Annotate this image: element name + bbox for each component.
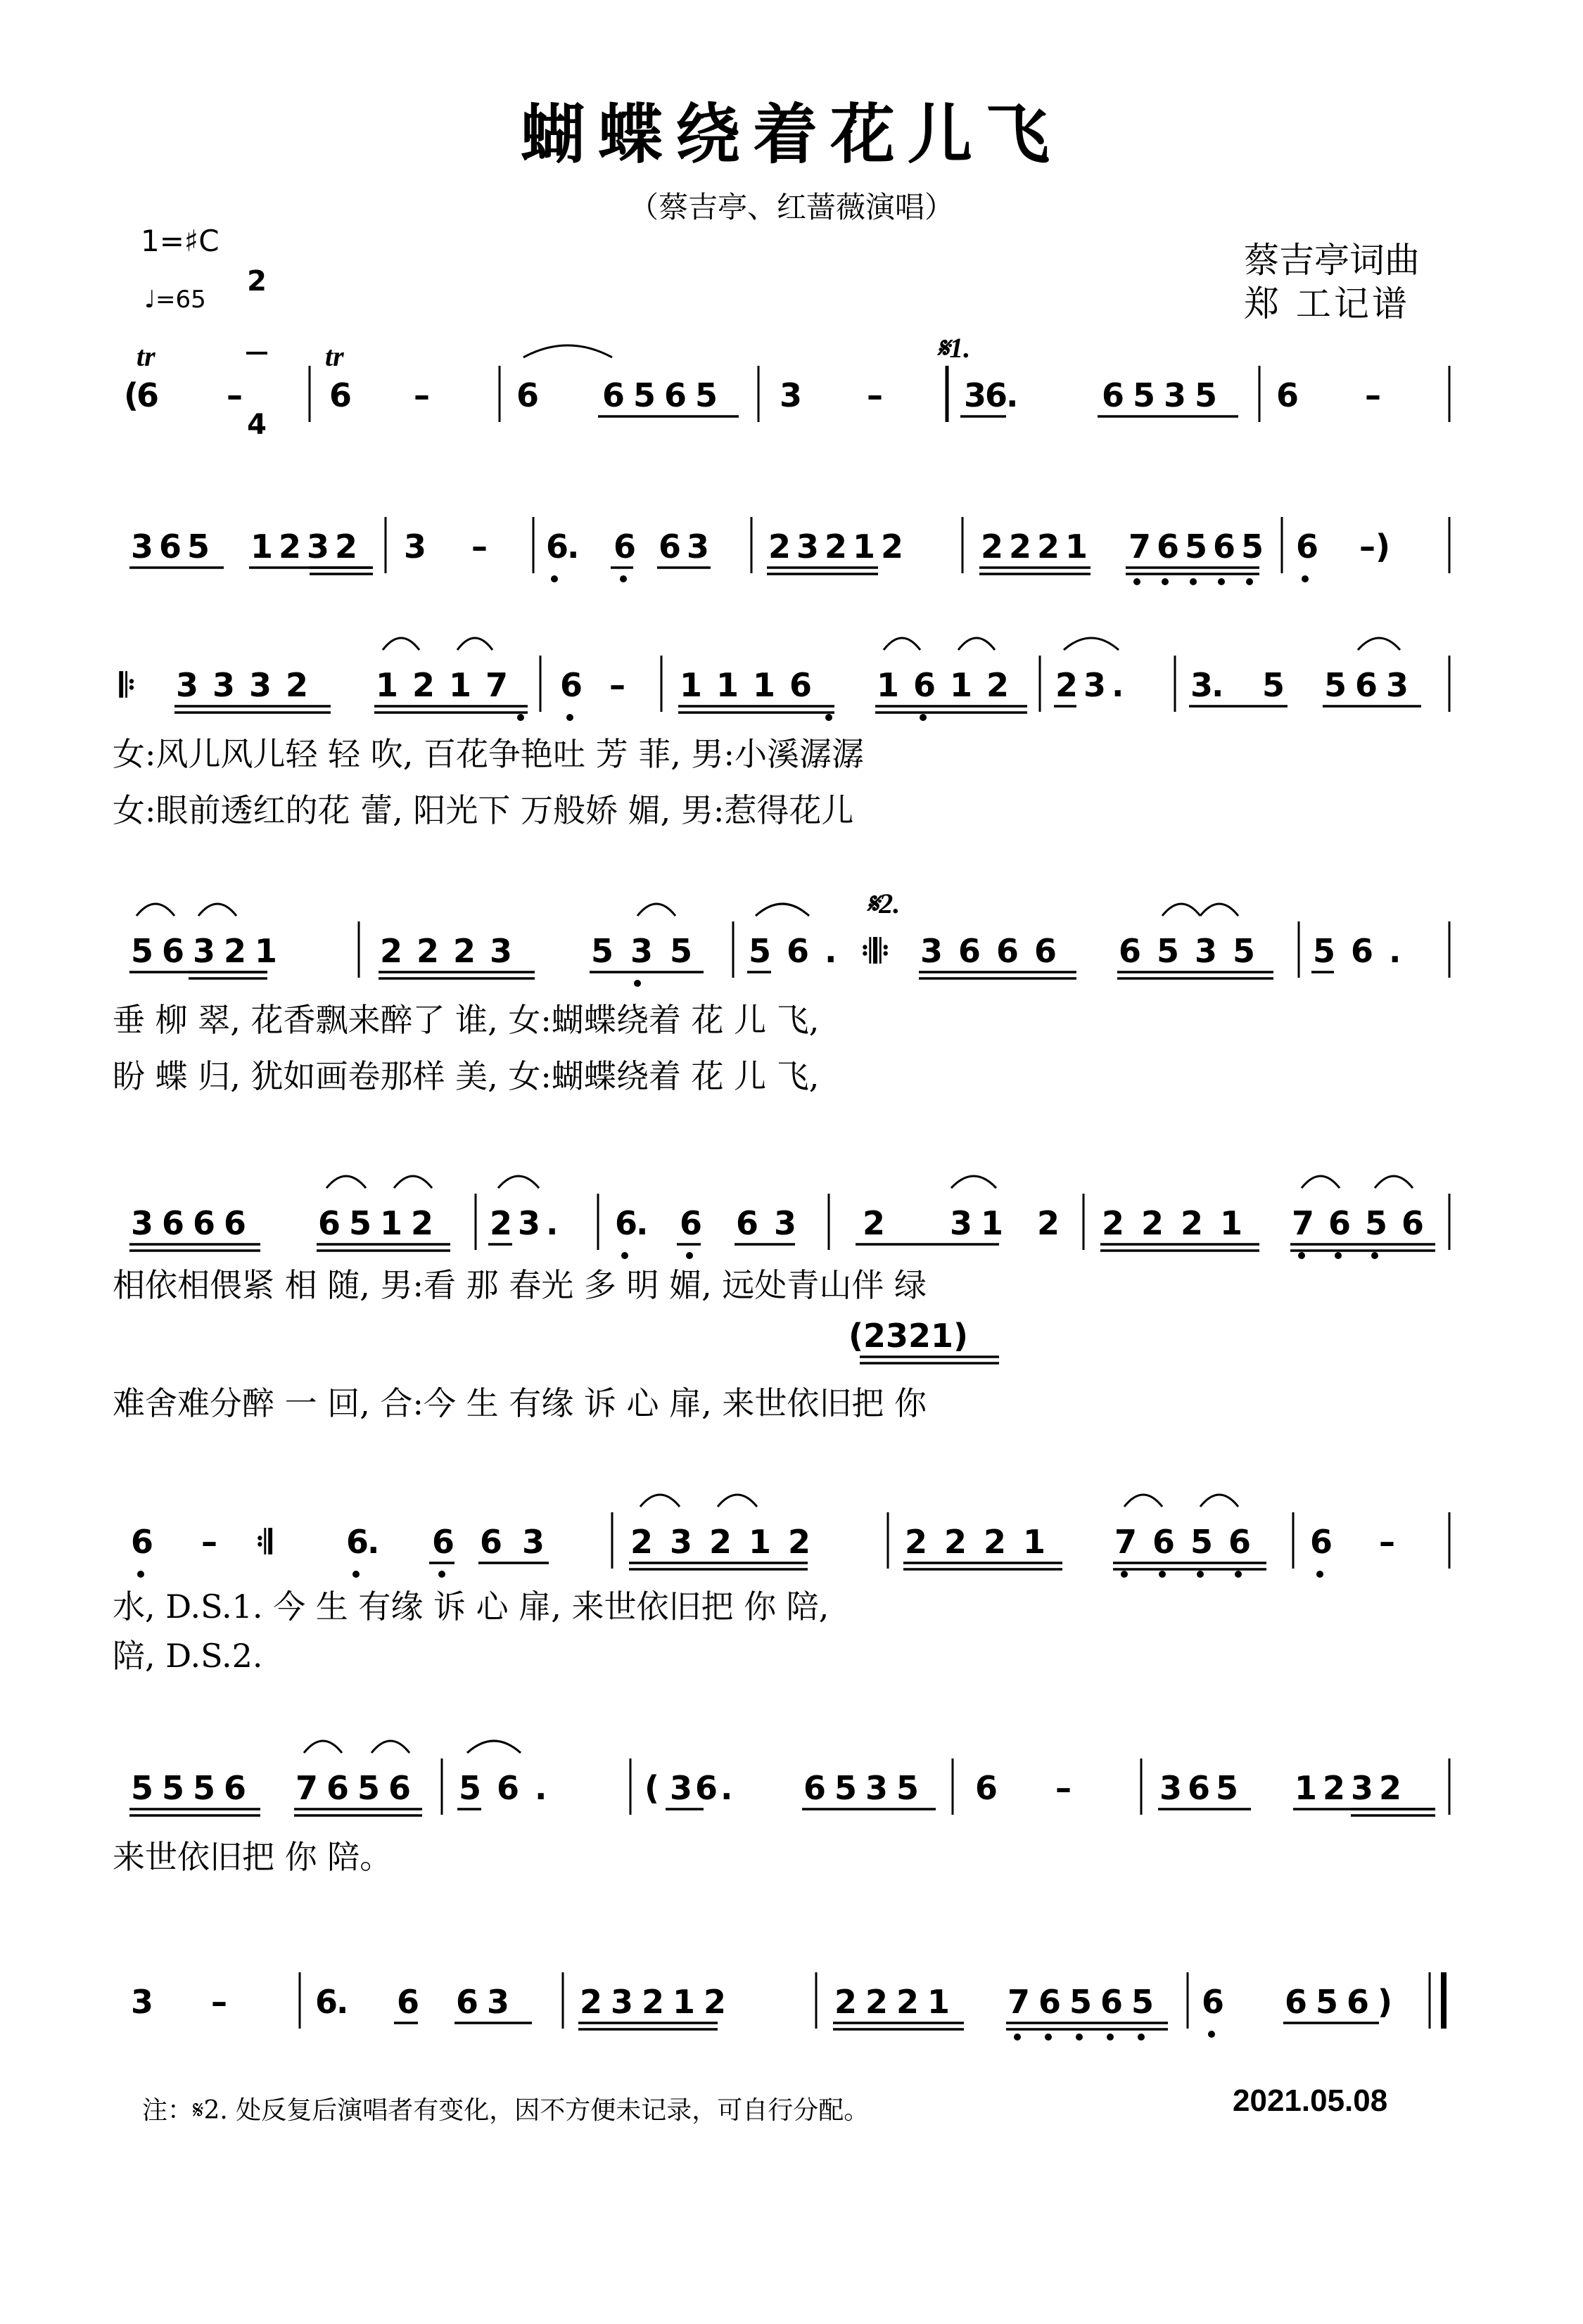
note: 3 [920,932,943,970]
note: 3 [193,932,216,970]
octave-dot-low [1218,578,1225,585]
note: 3 [670,1523,693,1561]
transcriber-credit: 郑 工记谱 [1244,283,1410,324]
note: 6 [664,376,687,414]
note: 6 [975,1769,998,1807]
octave-dot-low [920,714,927,721]
note: 2 [984,1523,1007,1561]
note: 1 [749,1523,772,1561]
key-signature: 1=♯C [141,224,220,258]
lyric-line-2: 女:眼前透红的花 蕾, 阳光下 万般娇 媚, 男:惹得花儿 [113,791,854,829]
octave-dot-low [1302,575,1309,582]
tie-arc [1302,1176,1340,1188]
note: 6 [136,376,160,414]
note: 5 [349,1204,372,1242]
note: . [1006,376,1019,414]
note: 2 [630,1523,654,1561]
footnote: 注：𝄋2. 处反复后演唱者有变化，因不方便未记录，可自行分配。 [142,2096,870,2125]
octave-dot-low [566,714,573,721]
octave-dot-low [1298,1252,1305,1259]
octave-dot-low [1045,2034,1052,2041]
tempo-marking: ♩=65 [144,286,206,314]
note: . [1212,666,1224,704]
note: 5 [1216,1769,1239,1807]
note: 1 [680,666,703,704]
note: 7 [1129,528,1152,566]
note: . [1112,666,1124,704]
note: 3 [630,932,654,970]
octave-dot-low [1107,2034,1114,2041]
tie-arc [884,638,920,650]
note: 3 [131,528,154,566]
octave-dot-low [1335,1252,1342,1259]
note: 1 [1220,1204,1243,1242]
note: 6 [1102,376,1125,414]
note: 5 [1069,1983,1093,2021]
note: 2 [1323,1769,1346,1807]
note: 3 [522,1523,545,1561]
dash: – [1055,1769,1072,1807]
note: 2 [834,1983,858,2021]
octave-dot-low [1159,1571,1166,1578]
note: 5 [749,932,772,970]
note: 5 [834,1769,858,1807]
note: 2 [704,1983,727,2021]
note: 3 [1164,376,1187,414]
performers: （蔡吉亭、红蔷薇演唱） [628,190,954,224]
note: 2 [417,932,440,970]
note: 6 [1213,528,1236,566]
lyric-line-1: 垂 柳 翠, 花香飘来醉了 谁, 女:蝴蝶绕着 花 儿 飞, [113,1001,820,1039]
note: 3 [1386,666,1409,704]
note: 3 [131,1983,154,2021]
note: 5 [1365,1204,1388,1242]
note: 5 [1241,528,1264,566]
note: 5 [1262,666,1285,704]
note: 6 [736,1204,759,1242]
note: 1 [673,1983,696,2021]
tie-arc [457,638,492,650]
note: . [535,1769,547,1807]
segno-1: 𝄋1. [937,332,971,364]
note: 6 [162,1204,185,1242]
note: 2 [1181,1204,1204,1242]
note: 2 [279,528,302,566]
tie-arc [136,904,174,916]
tie-arc [326,1176,366,1188]
dash: – [1379,1523,1395,1561]
note: 5 [131,1769,154,1807]
note: 6 [388,1769,412,1807]
note: . [825,932,837,970]
tie-arc [1358,638,1400,650]
note: 5 [1313,932,1336,970]
note: 3 [487,1983,510,2021]
note: 6 [1038,1983,1062,2021]
dash: – [867,376,883,414]
note: . [367,1523,380,1561]
note: 1 [950,666,973,704]
note: 6 [1157,528,1180,566]
note: . [546,1204,559,1242]
octave-dot-low [517,714,524,721]
note: 7 [295,1769,319,1807]
trill-mark: tr [136,340,155,372]
composer-credit: 蔡吉亭词曲 [1244,240,1420,281]
note: 6 [326,1769,350,1807]
note: 5 [162,1769,185,1807]
tie-arc [640,1495,680,1507]
note: 5 [193,1769,216,1807]
octave-dot-low [621,1252,628,1259]
note: 6 [560,666,583,704]
octave-dot-low [551,575,558,582]
note: 3 [611,1983,634,2021]
note: 3 [780,376,803,414]
note: 2 [865,1983,889,2021]
note: 6 [346,1523,369,1561]
note: 2 [1037,528,1060,566]
note: 2 [788,1523,811,1561]
note: 1 [877,666,900,704]
note: 2 [768,528,792,566]
lyric-line-1: 女:风儿风儿轻 轻 吹, 百花争艳吐 芳 菲, 男:小溪潺潺 [113,735,864,773]
trill-mark: tr [325,340,344,372]
note: 5 [695,376,718,414]
note: 6 [803,1769,827,1807]
note: 6 [602,376,625,414]
note: 3 [518,1204,541,1242]
dash: – [471,528,488,566]
note: 6 [131,1523,154,1561]
note: 5 [1157,932,1180,970]
note: 6 [1152,1523,1176,1561]
octave-dot-low [1076,2034,1083,2041]
tie-arc [304,1741,342,1753]
note: 6 [432,1523,455,1561]
note: 6 [913,666,936,704]
note: 2 [335,528,358,566]
note: 6 [1328,1204,1352,1242]
tie-arc [198,904,236,916]
note: 6 [1347,1983,1370,2021]
octave-dot-low [1197,1571,1204,1578]
note: 2 [642,1983,665,2021]
note: 2 [580,1983,603,2021]
note: 6 [224,1204,247,1242]
note: 6 [497,1769,520,1807]
note: 2 [1379,1769,1402,1807]
note: 3 [131,1204,154,1242]
note: 1 [449,666,472,704]
octave-dot-low [1190,578,1197,585]
alt-melody: (2321) [848,1317,969,1355]
note: 2 [1055,666,1079,704]
octave-dot-low [1246,578,1253,585]
note: 7 [485,666,509,704]
note: 6 [1296,528,1319,566]
note: 3 [865,1769,889,1807]
note: 6 [996,932,1019,970]
note: 1 [853,528,876,566]
tie-arc [1200,1495,1238,1507]
octave-dot-low [1121,1571,1128,1578]
note: 5 [1131,1983,1155,2021]
octave-dot-low [352,1571,360,1578]
octave-dot-low [1235,1571,1242,1578]
song-title: 蝴蝶绕着花儿飞 [520,96,1062,172]
tie-arc [523,345,612,357]
note: 5 [357,1769,381,1807]
note: 3 [1195,932,1218,970]
note: 6 [546,528,569,566]
note: 5 [1190,1523,1214,1561]
note: 6 [789,666,813,704]
note: 6 [397,1983,420,2021]
note: 5 [1185,528,1208,566]
octave-dot-low [634,980,641,987]
note: 5 [670,932,693,970]
lyric-line-1: 来世依旧把 你 陪。 [113,1838,393,1876]
note: 2 [986,666,1010,704]
repeat-end: 𝄇 [256,1523,272,1561]
tie-arc [637,904,675,916]
note: 2 [863,1204,886,1242]
meter-bottom: 4 [247,409,267,441]
note: 2 [1141,1204,1164,1242]
lyric-line-2: 盼 蝶 归, 犹如画卷那样 美, 女:蝴蝶绕着 花 儿 飞, [113,1057,820,1095]
octave-dot-low [620,575,627,582]
note: 6 [1100,1983,1124,2021]
note: 5 [1233,932,1256,970]
note: 1 [927,1983,951,2021]
note: 6 [318,1204,341,1242]
note: 6 [1276,376,1299,414]
note: 6 [456,1983,479,2021]
note: 3 [796,528,820,566]
note: 2 [825,528,848,566]
note: . [636,1204,649,1242]
octave-dot-low [1316,1571,1323,1578]
tie-arc [958,638,995,650]
note: 2 [709,1523,732,1561]
note: 5 [633,376,656,414]
note: 2 [905,1523,928,1561]
note: 6 [659,528,682,566]
dash: – [609,666,625,704]
dash: – [211,1983,227,2021]
dash: – [1365,376,1381,414]
note: 2 [896,1983,920,2021]
dash: – [201,1523,217,1561]
note: . [1389,932,1401,970]
note: 6 [1401,1204,1425,1242]
date: 2021.05.08 [1233,2083,1388,2118]
note: 2 [224,932,247,970]
note: 6 [224,1769,247,1807]
note: 3 [670,1769,693,1807]
lyric-line-2: 难舍难分醉 一 回, 合:今 生 有缘 诉 心 扉, 来世依旧把 你 [113,1384,927,1422]
note: 6 [695,1769,718,1807]
note: 3 [774,1204,797,1242]
note: 2 [490,1204,513,1242]
note: 6 [315,1983,338,2021]
note: 6 [1310,1523,1333,1561]
octave-dot-low [686,1252,693,1259]
tie-arc [371,1741,409,1753]
tie-arc [1064,638,1119,650]
note: 3 [212,666,236,704]
note: 2 [453,932,476,970]
note: 5 [459,1769,482,1807]
tie-arc [951,1176,996,1188]
octave-dot-low [1138,2034,1145,2041]
note: 3 [490,932,513,970]
tie-arc [1375,1176,1413,1188]
lyric-line-1: 水, D.S.1. 今 生 有缘 诉 心 扉, 来世依旧把 你 陪, [113,1588,829,1626]
octave-dot-low [1208,2031,1215,2038]
tie-arc [756,904,809,916]
note: 6 [985,376,1008,414]
note: 6 [1034,932,1057,970]
dash: –) [1359,528,1391,566]
octave-dot-low [137,1571,144,1578]
note: 2 [1102,1204,1125,1242]
note: 3 [950,1204,973,1242]
tie-arc [498,1176,539,1188]
octave-dot-low [1133,578,1140,585]
note: 3 [1190,666,1214,704]
note: 1 [716,666,739,704]
dash: – [227,376,243,414]
note: 3 [1351,1769,1374,1807]
note: 2 [1037,1204,1060,1242]
segno-2: 𝄋2. [867,888,901,919]
note: 6 [480,1523,503,1561]
note: 1 [380,1204,403,1242]
note: 6 [958,932,981,970]
note: 6 [1202,1983,1225,2021]
octave-dot-low [438,1571,445,1578]
note: 6 [1355,666,1378,704]
tie-arc [1162,904,1200,916]
note: 1 [1295,1769,1318,1807]
note: 5 [187,528,210,566]
note: 3 [307,528,330,566]
note: 1 [753,666,776,704]
note: 5 [1324,666,1347,704]
lyric-line-2: 陪, D.S.2. [113,1637,263,1675]
tie-arc [383,638,419,650]
note: 5 [591,932,614,970]
note: . [720,1769,733,1807]
paren-open: ( [124,376,139,414]
repeat-start: 𝄆 [120,666,136,704]
note: 1 [250,528,274,566]
note: 1 [1023,1523,1046,1561]
note: 2 [981,528,1004,566]
note: 6 [1119,932,1142,970]
tie-arc [1124,1495,1162,1507]
note: 2 [881,528,904,566]
note: 6 [614,528,637,566]
note: 1 [1065,528,1088,566]
note: 6 [159,528,182,566]
note: 1 [255,932,278,970]
note: 7 [1007,1983,1031,2021]
note: 6 [193,1204,216,1242]
note: 3 [176,666,199,704]
note: ) [1378,1983,1393,2021]
note: . [567,528,580,566]
note: 3 [687,528,710,566]
note: 5 [1195,376,1218,414]
note: 7 [1114,1523,1138,1561]
note: 2 [286,666,309,704]
note: 2 [380,932,403,970]
octave-dot-low [825,714,832,721]
octave-dot-low [1162,578,1169,585]
note: 2 [944,1523,967,1561]
note: . [336,1983,349,2021]
note: 6 [162,932,185,970]
note: 6 [516,376,540,414]
note: ( [644,1769,660,1807]
note: 3 [404,528,427,566]
note: 6 [329,376,352,414]
dash: – [414,376,430,414]
octave-dot-low [1371,1252,1378,1259]
note: 5 [1316,1983,1339,2021]
tie-arc [718,1495,757,1507]
note: 3 [249,666,272,704]
lyric-line-1: 相依相偎紧 相 随, 男:看 那 春光 多 明 媚, 远处青山伴 绿 [113,1266,927,1304]
note: 6 [787,932,810,970]
note: 7 [1292,1204,1315,1242]
note: 1 [981,1204,1004,1242]
note: 3 [1083,666,1107,704]
note: 2 [1009,528,1032,566]
note: 6 [1228,1523,1252,1561]
tie-arc [467,1741,521,1753]
note: 3 [1159,1769,1183,1807]
note: 1 [376,666,399,704]
note: 2 [411,1204,434,1242]
note: 6 [680,1204,703,1242]
note: 6 [1351,932,1374,970]
note: 3 [964,376,987,414]
note: 6 [1285,1983,1308,2021]
note: 6 [615,1204,638,1242]
note: 5 [896,1769,920,1807]
repeat-sign: 𝄇𝄆 [861,932,890,970]
note: 5 [1133,376,1156,414]
octave-dot-low [1014,2034,1021,2041]
note: 5 [131,932,154,970]
tie-arc [394,1176,432,1188]
note: 6 [1188,1769,1211,1807]
note: 2 [412,666,436,704]
meter-top: 2 [247,265,267,298]
tie-arc [1200,904,1238,916]
